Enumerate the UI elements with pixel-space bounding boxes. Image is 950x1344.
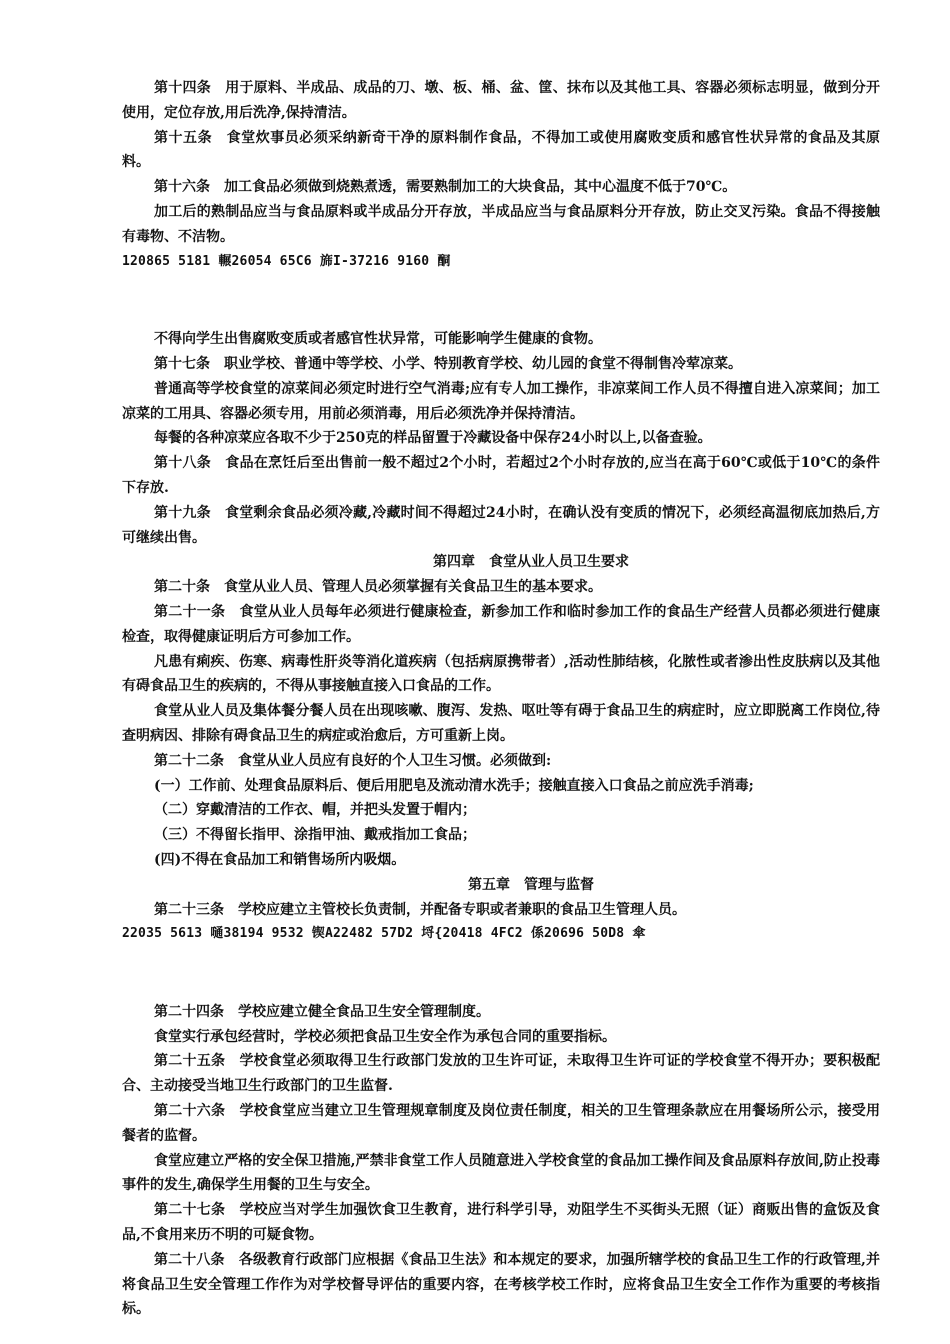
article-paragraph: 第十五条 食堂炊事员必须采纳新奇干净的原料制作食品，不得加工或使用腐败变质和感官性状异常的食品及其原料。 xyxy=(122,129,880,171)
article-paragraph: 第二十五条 学校食堂必须取得卫生行政部门发放的卫生许可证，未取得卫生许可证的学校食堂不得开办；要积极配合、主动接受当地卫生行政部门的卫生监督. xyxy=(122,1053,880,1095)
blank-line xyxy=(122,288,880,313)
article-paragraph: 第十四条 用于原料、半成品、成品的刀、墩、板、桶、盆、筐、抹布以及其他工具、容器必须标志明显，做到分开使用，定位存放,用后洗净,保持清洁。 xyxy=(122,80,880,121)
article-paragraph: 第十六条 加工食品必须做到烧熟煮透，需要熟制加工的大块食品，其中心温度不低于70℃。 xyxy=(154,179,737,196)
document-body xyxy=(122,76,880,1322)
article-paragraph: 第二十四条 学校应建立健全食品卫生安全管理制度。 xyxy=(154,1003,490,1020)
article-paragraph: 第二十八条 各级教育行政部门应根据《食品卫生法》和本规定的要求，加强所辖学校的食品卫生工作的行政管理,并将食品卫生安全管理工作作为对学校督导评估的重要内容，在考核学校工作时，应将食品卫生安全工作作为重要的考核指标。 xyxy=(122,1251,880,1318)
article-paragraph: 第二十六条 学校食堂应当建立卫生管理规章制度及岗位责任制度，相关的卫生管理条款应在用餐场所公示，接受用餐者的监督。 xyxy=(122,1103,880,1144)
article-paragraph: 第二十二条 食堂从业人员应有良好的个人卫生习惯。必须做到: xyxy=(154,752,552,769)
article-paragraph: 第二十七条 学校应当对学生加强饮食卫生教育，进行科学引导，劝阻学生不买街头无照（证）商贩出售的盒饭及食品,不食用来历不明的可疑食物。 xyxy=(122,1202,880,1244)
list-item: （三）不得留长指甲、涂指甲油、戴戒指加工食品； xyxy=(154,827,476,844)
article-paragraph: 第十九条 食堂剩余食品必须冷藏,冷藏时间不得超过24小时，在确认没有变质的情况下，必须经高温彻底加热后,方可继续出售。 xyxy=(122,504,880,546)
article-paragraph: 第十七条 职业学校、普通中等学校、小学、特别教育学校、幼儿园的食堂不得制售冷荤凉菜。 xyxy=(154,355,742,372)
list-item: (四)不得在食品加工和销售场所内吸烟。 xyxy=(154,851,406,868)
article-paragraph: 食堂应建立严格的安全保卫措施,严禁非食堂工作人员随意进入学校食堂的食品加工操作间及食品原料存放间,防止投毒事件的发生,确保学生用餐的卫生与安全。 xyxy=(122,1152,880,1194)
article-paragraph: 凡患有痢疾、伤寒、病毒性肝炎等消化道疾病（包括病原携带者）,活动性肺结核，化脓性或者渗出性皮肤病以及其他有碍食品卫生的疾病的，不得从事接触直接入口食品的工作。 xyxy=(122,653,880,695)
article-paragraph: 每餐的各种凉菜应各取不少于250克的样品留置于冷藏设备中保存24小时以上,以备查验。 xyxy=(154,430,712,447)
article-paragraph: 食堂从业人员及集体餐分餐人员在出现咳嗽、腹泻、发热、呕吐等有碍于食品卫生的病症时，应立即脱离工作岗位,待查明病因、排除有碍食品卫生的病症或治愈后，方可重新上岗。 xyxy=(122,703,880,744)
article-paragraph: 第二十条 食堂从业人员、管理人员必须掌握有关食品卫生的基本要求。 xyxy=(154,579,602,596)
article-paragraph: 第二十三条 学校应建立主管校长负责制，并配备专职或者兼职的食品卫生管理人员。 xyxy=(154,901,686,918)
chapter-heading: 第四章 食堂从业人员卫生要求 xyxy=(433,554,629,571)
garbled-code-line: 22035 5613 嗵38194 9532 锲A22482 57D2 埒{20418 4FC2 係20696 50D8 傘 xyxy=(122,926,646,942)
article-paragraph: 普通高等学校食堂的凉菜间必须定时进行空气消毒;应有专人加工操作，非凉菜间工作人员不得擅自进入凉菜间；加工凉菜的工用具、容器必须专用，用前必须消毒，用后必须洗净并保持清洁。 xyxy=(122,380,880,422)
garbled-code-line: 120865 5181 輾26054 65C6 旆I-37216 9160 酮 xyxy=(122,253,451,269)
article-paragraph: 食堂实行承包经营时，学校必须把食品卫生安全作为承包合同的重要指标。 xyxy=(154,1028,616,1045)
article-paragraph: 加工后的熟制品应当与食品原料或半成品分开存放，半成品应当与食品原料分开存放，防止交叉污染。食品不得接触有毒物、不洁物。 xyxy=(122,203,880,245)
article-paragraph: 第十八条 食品在烹饪后至出售前一般不超过2个小时，若超过2个小时存放的,应当在高于60℃或低于10℃的条件下存放. xyxy=(122,455,880,496)
list-item: （二）穿戴清洁的工作衣、帽，并把头发置于帽内； xyxy=(154,802,476,819)
list-item: (一）工作前、处理食品原料后、便后用肥皂及流动清水洗手；接触直接入口食品之前应洗手消毒; xyxy=(154,777,754,794)
blank-line xyxy=(122,961,880,986)
article-paragraph: 不得向学生出售腐败变质或者感官性状异常，可能影响学生健康的食物。 xyxy=(154,331,602,348)
article-paragraph: 第二十一条 食堂从业人员每年必须进行健康检查，新参加工作和临时参加工作的食品生产经营人员都必须进行健康检查，取得健康证明后方可参加工作。 xyxy=(122,603,880,645)
chapter-heading: 第五章 管理与监督 xyxy=(468,876,594,893)
